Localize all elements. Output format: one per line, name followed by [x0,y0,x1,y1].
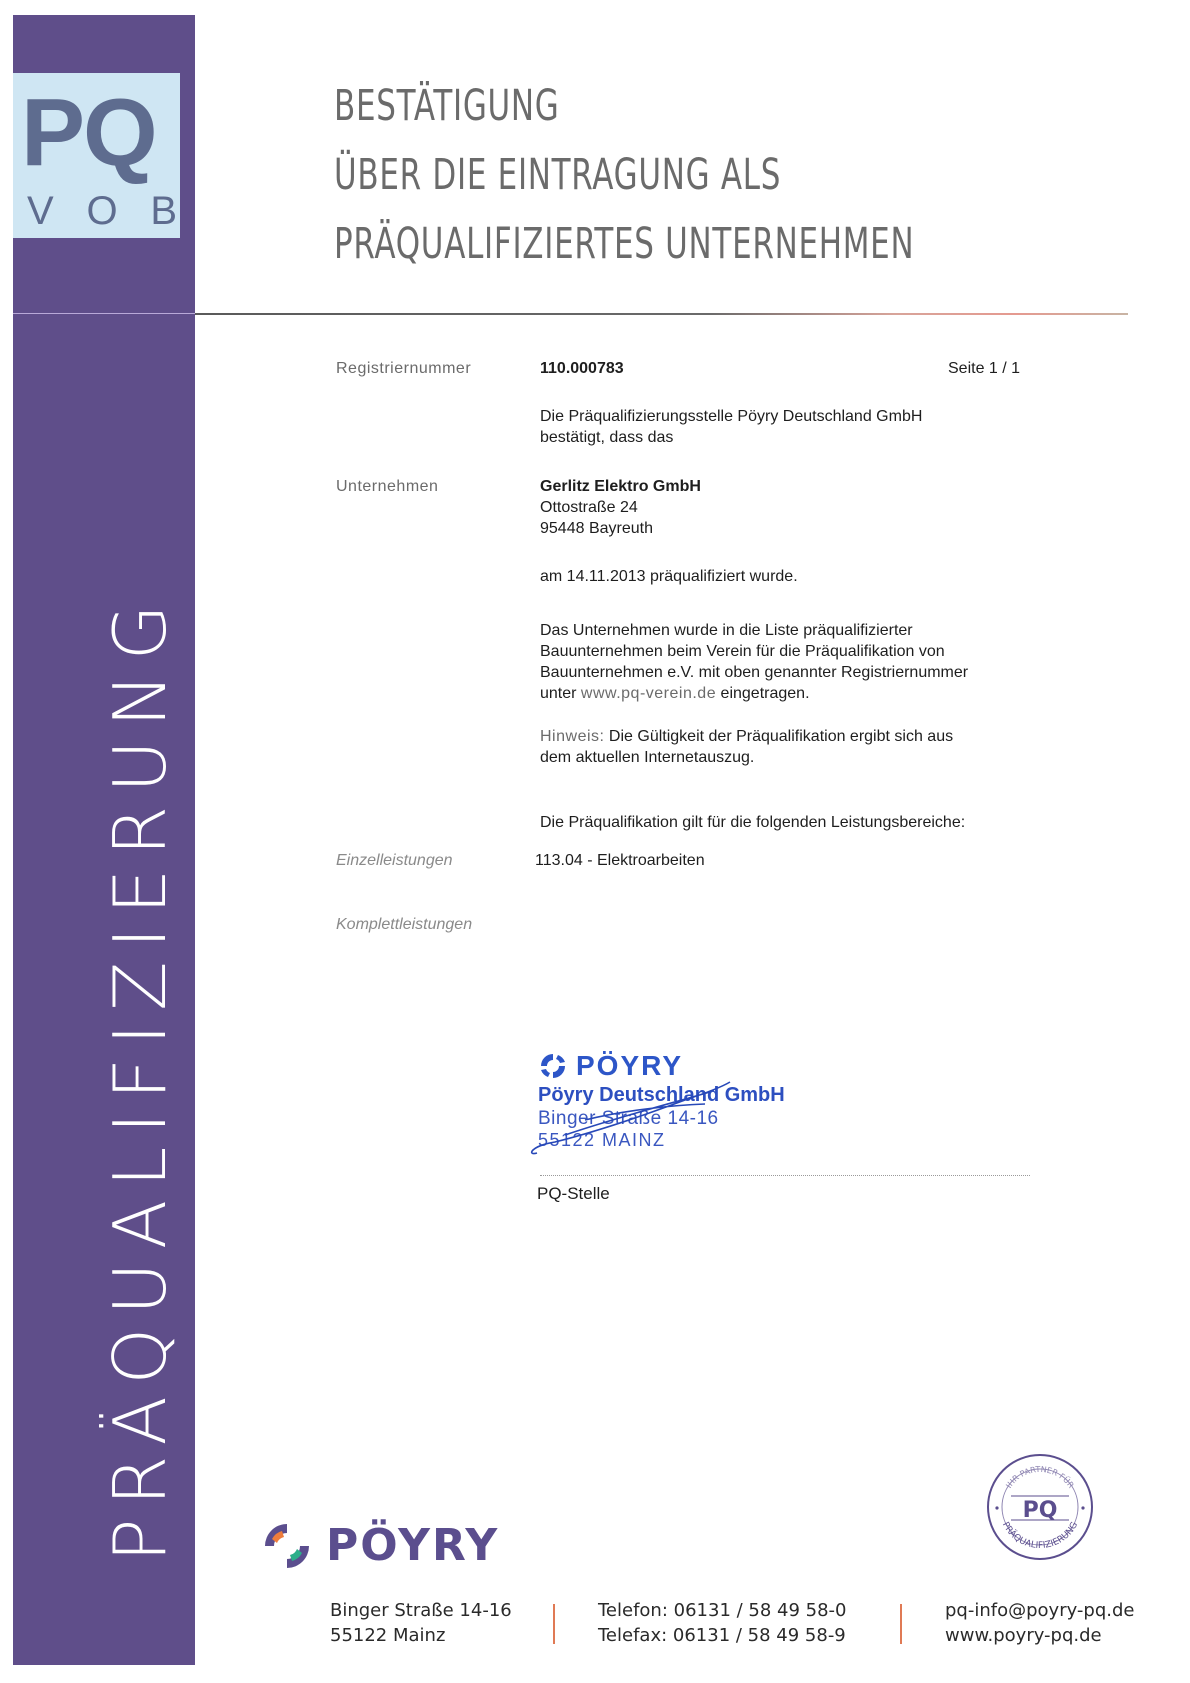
poyry-logo-icon [262,1521,312,1571]
vob-logo-text [27,189,177,233]
listing-paragraph [540,620,968,704]
footer-logo [262,1520,499,1571]
stamp-street: Binger Straße 14-16 [538,1108,719,1129]
stamp-city: 55122 MAINZ [538,1130,666,1150]
note-line [540,726,953,747]
listing-suffix: eingetragen. [720,685,810,702]
footer-address [330,1598,512,1648]
company-label: Unternehmen [336,478,439,495]
single-services-value: 113.04 - Elektroarbeiten [535,852,705,869]
qualification-date: am 14.11.2013 präqualifiziert wurde. [540,568,798,585]
listing-line: Bauunternehmen beim Verein für die Präqualifikation von [540,643,945,660]
footer-separator [900,1604,902,1644]
sidebar-divider [13,313,195,314]
footer-website[interactable]: www.poyry-pq.de [945,1625,1102,1646]
listing-line: Bauunternehmen e.V. mit oben genannter Registriernummer [540,664,969,681]
svg-text:IHR PARTNER FÜR: IHR PARTNER FÜR [1004,1464,1076,1490]
svg-text:PRÄQUALIFIZIERUNG: PRÄQUALIFIZIERUNG [999,1520,1081,1552]
footer-logo-text: PÖYRY [326,1520,500,1571]
company-city: 95448 Bayreuth [540,520,653,537]
title-line: PRÄQUALIFIZIERTES UNTERNEHMEN [334,219,915,269]
listing-prefix: unter [540,685,577,702]
intro-line: Die Präqualifizierungsstelle Pöyry Deutschland GmbH [540,408,923,425]
footer-email[interactable]: pq-info@poyry-pq.de [945,1600,1135,1621]
footer-street: Binger Straße 14-16 [330,1600,512,1621]
stamp-company: Pöyry Deutschland GmbH [538,1084,785,1106]
intro-text [540,406,922,448]
signature-label: PQ-Stelle [537,1184,610,1203]
footer-separator [553,1604,555,1644]
stamp-logo-text: PÖYRY [576,1050,683,1081]
pq-verein-link[interactable]: www.pq-verein.de [580,685,717,702]
header-divider [195,313,1128,315]
signature-line [540,1175,1030,1177]
vob-letter: V [27,189,54,233]
company-street: Ottostraße 24 [540,499,638,516]
company-name: Gerlitz Elektro GmbH [540,478,701,495]
svg-text:PQ: PQ [1022,1498,1058,1523]
footer-fax: Telefax: 06131 / 58 49 58-9 [598,1625,846,1646]
registration-number: 110.000783 [540,360,624,377]
vob-letter: O [86,189,118,233]
note-label: Hinweis: [540,728,605,745]
footer-phone: Telefon: 06131 / 58 49 58-0 [598,1600,847,1621]
document-title [334,72,914,279]
pq-logo-text: PQ [21,79,156,186]
signature-scribble [525,1060,745,1160]
complete-services-label: Komplettleistungen [336,916,473,933]
title-line: ÜBER DIE EINTRAGUNG ALS [334,150,782,200]
company-block [540,476,701,539]
page-indicator: Seite 1 / 1 [948,360,1021,377]
title-line: BESTÄTIGUNG [334,81,560,131]
vob-letter: B [150,189,177,233]
footer-web [945,1598,1135,1648]
footer-contact [598,1598,847,1648]
note-text: Die Gültigkeit der Präqualifikation ergibt sich aus [608,728,954,745]
pq-partner-seal-icon [985,1452,1095,1562]
listing-line: Das Unternehmen wurde in die Liste präqualifizierter [540,622,913,639]
registration-label: Registriernummer [336,360,472,377]
footer-city: 55122 Mainz [330,1625,446,1646]
scope-intro: Die Präqualifikation gilt für die folgenden Leistungsbereiche: [540,814,966,831]
listing-line [540,683,968,704]
note-paragraph [540,726,953,768]
pq-vob-logo [13,73,180,238]
single-services-label: Einzelleistungen [336,852,453,869]
sidebar-vertical-title: PRÄQUALIFIZIERUNG [98,591,182,1562]
note-line: dem aktuellen Internetauszug. [540,749,755,766]
intro-line: bestätigt, dass das [540,429,674,446]
